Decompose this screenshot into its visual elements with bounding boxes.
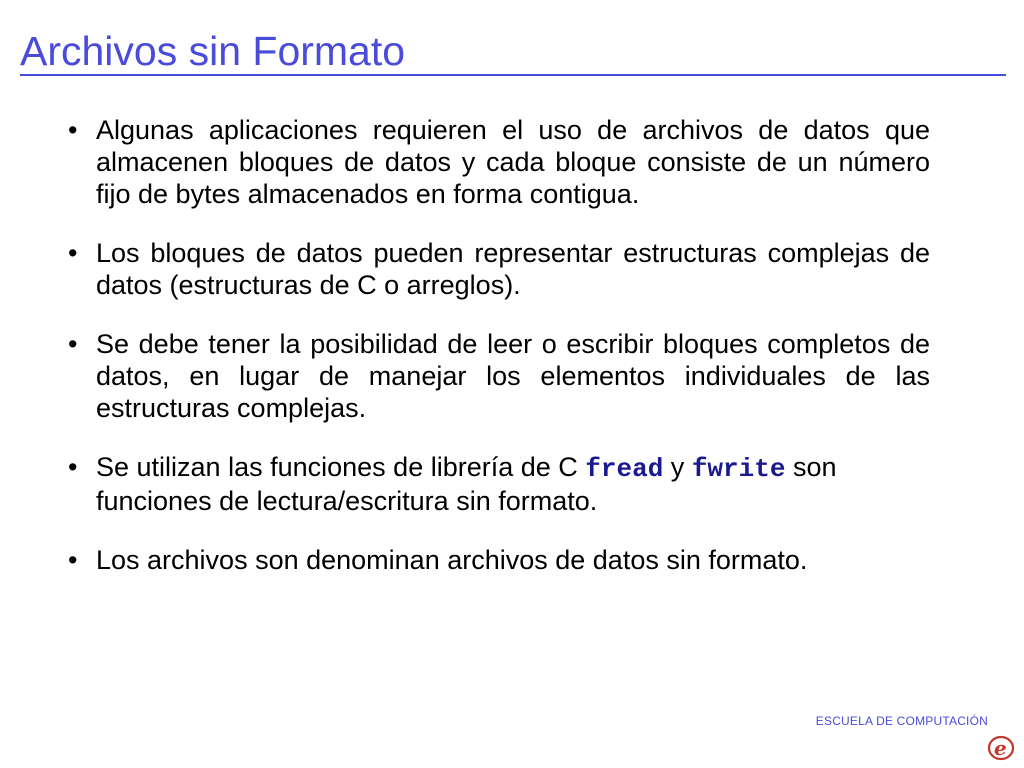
bullet-item xyxy=(68,114,930,210)
code-fwrite: fwrite xyxy=(691,454,786,484)
bullet-item xyxy=(68,544,930,576)
bullet-marker: • xyxy=(68,452,78,482)
bullet-marker: • xyxy=(68,115,78,145)
bullet-text: Se debe tener la posibilidad de leer o escribir bloques completos de datos, en lugar de manejar los elementos individuales de las estructuras complejas. xyxy=(96,329,930,423)
bullet-text: Los bloques de datos pueden representar estructuras complejas de datos (estructuras de C o arreglos). xyxy=(96,238,930,300)
bullet-marker: • xyxy=(68,545,78,575)
bullet-list xyxy=(68,114,930,603)
code-fread: fread xyxy=(585,454,664,484)
title-underline xyxy=(20,74,1006,76)
bullet-item xyxy=(68,328,930,424)
footer-school-name: ESCUELA DE COMPUTACIÓN xyxy=(815,714,988,728)
bullet-marker: • xyxy=(68,238,78,268)
bullet-item xyxy=(68,451,930,517)
bullet-text: Algunas aplicaciones requieren el uso de archivos de datos que almacenen bloques de datos y cada bloque consiste de un número fijo de bytes almacenados en forma contigua. xyxy=(96,115,930,209)
bullet-text-before: Se utilizan las funciones de librería de C xyxy=(96,452,586,482)
slide-title: Archivos sin Formato xyxy=(20,28,406,74)
bullet-text-middle: y xyxy=(663,452,692,482)
bullet-text: Los archivos son denominan archivos de datos sin formato. xyxy=(96,545,808,575)
logo-letter: e xyxy=(994,736,1007,760)
bullet-text-after: son funciones de lectura/escritura sin formato. xyxy=(96,452,837,516)
school-logo-icon xyxy=(986,732,1016,762)
bullet-item xyxy=(68,237,930,301)
bullet-marker: • xyxy=(68,329,78,359)
